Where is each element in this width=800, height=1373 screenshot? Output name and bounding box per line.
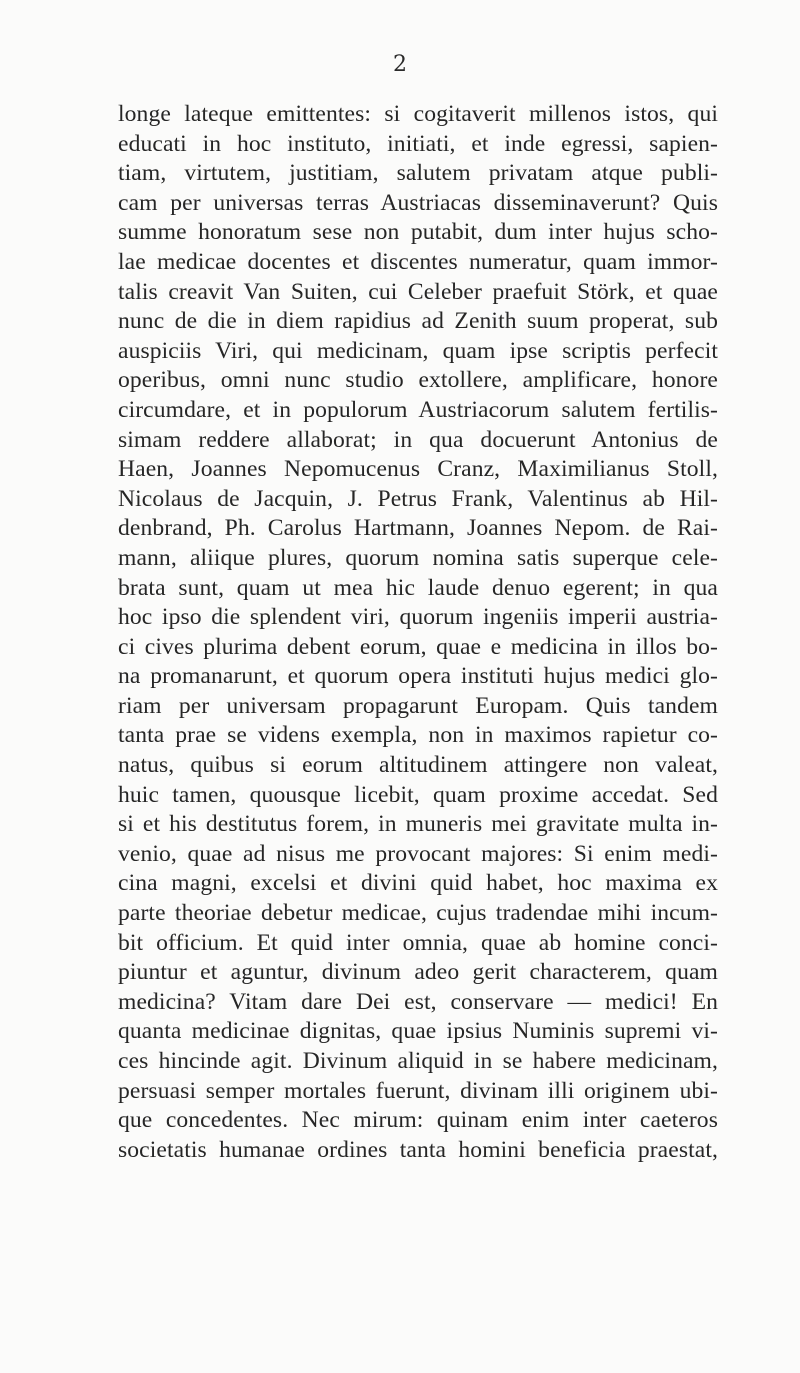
text-line: ci cives plurima debent eorum, quae e medicina in illos bo- [118,633,718,660]
text-line: educati in hoc instituto, initiati, et inde egressi, sapien- [118,130,718,157]
text-line: persuasi semper mortales fuerunt, divinam illi originem ubi- [118,1077,718,1104]
text-line: mann, aliique plures, quorum nomina satis superque cele- [118,544,718,571]
text-line: talis creavit Van Suiten, cui Celeber praefuit Störk, et quae [118,278,718,305]
text-line: venio, quae ad nisus me provocant majores: Si enim medi- [118,840,718,867]
text-line: brata sunt, quam ut mea hic laude denuo egerent; in qua [118,574,718,601]
text-line: circumdare, et in populorum Austriacorum salutem fertilis- [118,396,718,423]
text-line: quanta medicinae dignitas, quae ipsius Numinis supremi vi- [118,1018,718,1045]
text-line: medicina? Vitam dare Dei est, conservare — medici! En [118,988,718,1015]
text-line: longe lateque emittentes: si cogitaverit millenos istos, qui [118,101,718,127]
text-line: parte theoriae debetur medicae, cujus tradendae mihi incum- [118,900,718,927]
text-line: hoc ipso die splendent viri, quorum ingeniis imperii austria- [118,604,718,631]
text-line: que concedentes. Nec mirum: quinam enim inter caeteros [118,1107,718,1134]
text-line: nunc de die in diem rapidius ad Zenith suum properat, sub [118,308,718,335]
text-line: piuntur et aguntur, divinum adeo gerit characterem, quam [118,959,718,986]
page-number: 2 [393,52,407,77]
text-line: bit officium. Et quid inter omnia, quae ab homine conci- [118,929,718,956]
text-line: summe honoratum sese non putabit, dum inter hujus scho- [118,219,718,246]
text-line: simam reddere allaborat; in qua docuerunt Antonius de [118,426,718,453]
text-line: cam per universas terras Austriacas disseminaverunt? Quis [118,189,718,216]
text-line: huic tamen, quousque licebit, quam proxime accedat. Sed [118,781,718,808]
text-line: auspiciis Viri, qui medicinam, quam ipse scriptis perfecit [118,337,718,364]
text-line: Nicolaus de Jacquin, J. Petrus Frank, Valentinus ab Hil- [118,485,718,512]
text-line: tanta prae se videns exempla, non in maximos rapietur co- [118,722,718,749]
text-line: denbrand, Ph. Carolus Hartmann, Joannes Nepom. de Rai- [118,515,718,542]
text-line: na promanarunt, et quorum opera instituti hujus medici glo- [118,663,718,690]
text-line: riam per universam propagarunt Europam. Quis tandem [118,692,718,719]
text-line: si et his destitutus forem, in muneris mei gravitate multa in- [118,811,718,838]
text-line: societatis humanae ordines tanta homini beneficia praestat, [118,1136,718,1163]
text-line: natus, quibus si eorum altitudinem attingere non valeat, [118,752,718,779]
body-text [118,100,718,1165]
text-line: Haen, Joannes Nepomucenus Cranz, Maximilianus Stoll, [118,456,718,483]
text-line: ces hincinde agit. Divinum aliquid in se habere medicinam, [118,1048,718,1074]
text-line: lae medicae docentes et discentes numeratur, quam immor- [118,248,718,275]
text-line: cina magni, excelsi et divini quid habet, hoc maxima ex [118,870,718,897]
text-line: tiam, virtutem, justitiam, salutem privatam atque publi- [118,160,718,187]
text-line: operibus, omni nunc studio extollere, amplificare, honore [118,367,718,394]
